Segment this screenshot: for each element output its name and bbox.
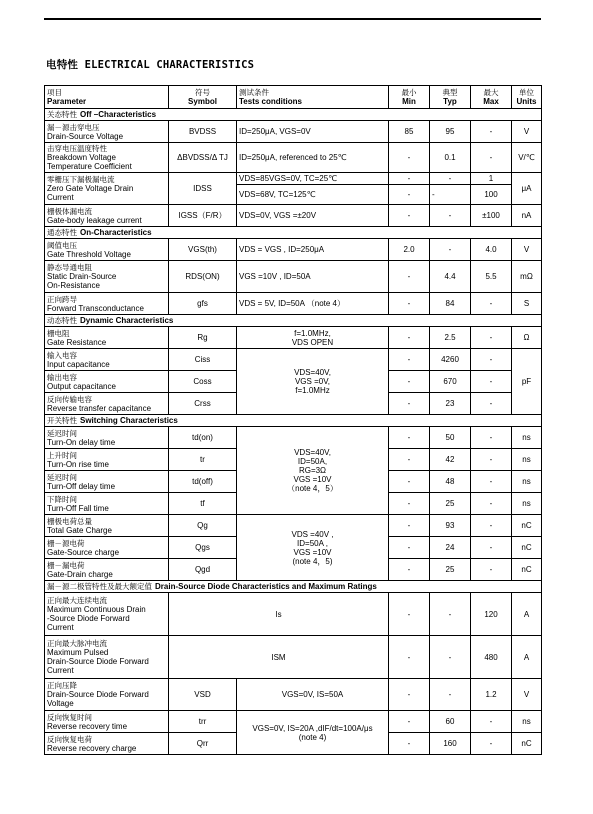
table-row: 下降时间 Turn-Off Fall time tf - 25 - ns xyxy=(45,493,542,515)
table-header-row xyxy=(45,86,542,109)
table-row: 栅－源电荷 Gate-Source charge Qgs - 24 - nC xyxy=(45,537,542,559)
table-row: 输出电容 Output capacitance Coss - 670 - xyxy=(45,371,542,393)
header-parameter: 项目 Parameter xyxy=(45,86,169,109)
table-row: 栅极体漏电流 Gate-body leakage current IGSS（F/R） VDS=0V, VGS =±20V - - ±100 nA xyxy=(45,205,542,227)
table-row: 漏－源击穿电压 Drain-Source Voltage BVDSS ID=250μA, VGS=0V 85 95 - V xyxy=(45,121,542,143)
table-row: 栅极电荷总量 Total Gate Charge Qg VDS =40V , ID=50A , VGS =10V (note 4，5) - 93 - nC xyxy=(45,515,542,537)
table-row: 正向压降 Drain-Source Diode Forward Voltage VSD VGS=0V, IS=50A - - 1.2 V xyxy=(45,679,542,711)
header-symbol: 符号 Symbol xyxy=(169,86,237,109)
section-on: 通态特性 On-Characteristics xyxy=(45,227,542,239)
electrical-characteristics-table xyxy=(44,85,542,755)
table-row: 正向跨导 Forward Transconductance gfs VDS = 5V, ID=50A （note 4） - 84 - S xyxy=(45,293,542,315)
table-row: 反向传输电容 Reverse transfer capacitance Crss - 23 - xyxy=(45,393,542,415)
header-min: 最小 Min xyxy=(389,86,430,109)
table-row: 延迟时间 Turn-Off delay time td(off) - 48 - ns xyxy=(45,471,542,493)
table-row: 正向最大脉冲电流 Maximum Pulsed Drain-Source Diode Forward Current ISM - - 480 A xyxy=(45,636,542,679)
table-row: 击穿电压温度特性 Breakdown Voltage Temperature Coefficient ΔBVDSS/Δ TJ ID=250μA, referenced to 25℃ - 0.1 - V/℃ xyxy=(45,143,542,173)
table-row: 零栅压下漏极漏电流 Zero Gate Voltage Drain Current IDSS VDS=85VGS=0V, TC=25℃ - - 1 μA xyxy=(45,173,542,185)
table-row: 反向恢复电荷 Reverse recovery charge Qrr - 160 - nC xyxy=(45,733,542,755)
table-row: 栅－漏电荷 Gate-Drain charge Qgd - 25 - nC xyxy=(45,559,542,581)
table-row: 反向恢复时间 Reverse recovery time trr VGS=0V, IS=20A ,dIF/dt=100A/μs (note 4) - 60 - ns xyxy=(45,711,542,733)
header-units: 单位 Units xyxy=(512,86,542,109)
page-title: 电特性 ELECTRICAL CHARACTERISTICS xyxy=(46,59,255,71)
section-switching: 开关特性 Switching Characteristics xyxy=(45,415,542,427)
top-rule xyxy=(44,18,541,20)
table-row: 静态导通电阻 Static Drain-Source On-Resistance RDS(ON) VGS =10V , ID=50A - 4.4 5.5 mΩ xyxy=(45,261,542,293)
table-row: 阈值电压 Gate Threshold Voltage VGS(th) VDS = VGS , ID=250μA 2.0 - 4.0 V xyxy=(45,239,542,261)
header-conditions: 测试条件 Tests conditions xyxy=(237,86,389,109)
header-max: 最大 Max xyxy=(471,86,512,109)
section-diode: 漏－源二极管特性及最大额定值 Drain-Source Diode Characteristics and Maximum Ratings xyxy=(45,581,542,593)
table-row: VDS=68V, TC=125℃ - - 100 xyxy=(45,185,542,205)
table-row: 输入电容 Input capacitance Ciss VDS=40V, VGS =0V, f=1.0MHz - 4260 - pF xyxy=(45,349,542,371)
section-off: 关态特性 Off –Characteristics xyxy=(45,109,542,121)
table-row: 栅电阻 Gate Resistance Rg f=1.0MHz, VDS OPEN - 2.5 - Ω xyxy=(45,327,542,349)
table-row: 正向最大连续电流 Maximum Continuous Drain -Source Diode Forward Current Is - - 120 A xyxy=(45,593,542,636)
section-dynamic: 动态特性 Dynamic Characteristics xyxy=(45,315,542,327)
table-row: 上升时间 Turn-On rise time tr - 42 - ns xyxy=(45,449,542,471)
header-typ: 典型 Typ xyxy=(430,86,471,109)
table-row: 延迟时间 Turn-On delay time td(on) VDS=40V, ID=50A, RG=3Ω VGS =10V （note 4，5） - 50 - ns xyxy=(45,427,542,449)
